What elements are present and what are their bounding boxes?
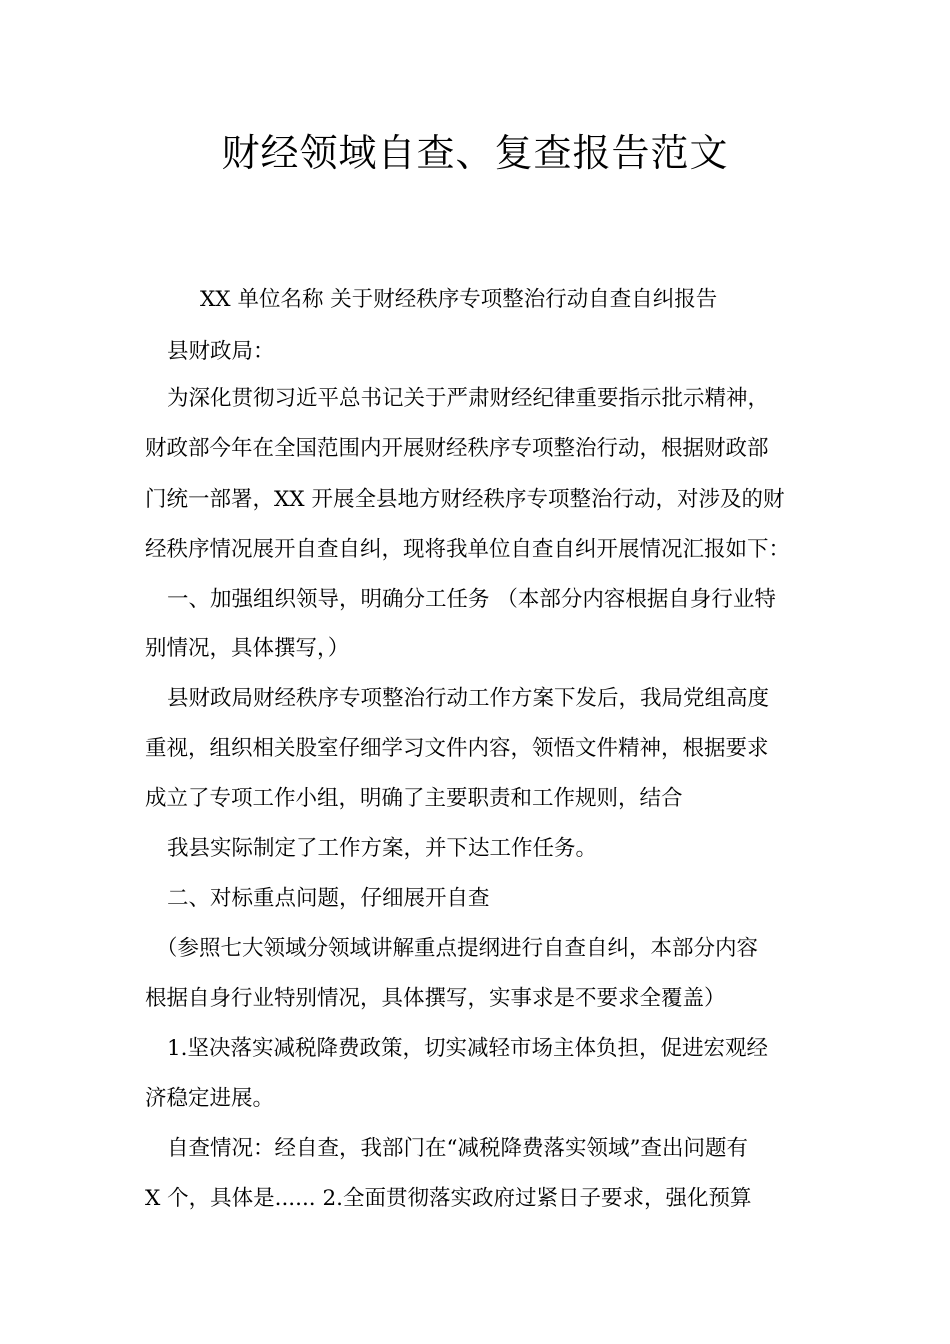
paragraph-line: 我县实际制定了工作方案，并下达工作任务。 [167,836,598,861]
paragraph-line: 为深化贯彻习近平总书记关于严肃财经纪律重要指示批示精神， [167,386,770,411]
paragraph-line: 财政部今年在全国范围内开展财经秩序专项整治行动，根据财政部 [145,436,769,461]
section-heading-two: 二、对标重点问题，仔细展开自查 [167,886,490,911]
numbered-item-one: 1.坚决落实减税降费政策，切实减轻市场主体负担，促进宏观经 [167,1036,769,1061]
addressee: 县财政局： [167,339,275,364]
paragraph-line: 县财政局财经秩序专项整治行动工作方案下发后，我局党组高度 [167,686,770,711]
paragraph-line: 门统一部署，XX 开展全县地方财经秩序专项整治行动，对涉及的财 [145,487,785,512]
document-title: 财经领域自查、复查报告范文 [221,131,729,175]
paragraph-line: 根据自身行业特别情况，具体撰写，实事求是不要求全覆盖） [145,986,726,1011]
paragraph-line: 济稳定进展。 [145,1086,275,1111]
paragraph-line: （参照七大领域分领域讲解重点提纲进行自查自纠，本部分内容 [156,936,759,961]
paragraph-line: 重视，组织相关股室仔细学习文件内容，领悟文件精神，根据要求 [145,736,769,761]
paragraph-line: 经秩序情况展开自查自纠，现将我单位自查自纠开展情况汇报如下： [145,537,791,562]
paragraph-line: X 个，具体是...... 2.全面贯彻落实政府过紧日子要求，强化预算 [145,1186,752,1211]
paragraph-line: 自查情况：经自查，我部门在“减税降费落实领域”查出问题有 [167,1136,748,1161]
section-heading-one: 一、加强组织领导，明确分工任务 （本部分内容根据自身行业特 [167,587,776,612]
report-heading: XX 单位名称 关于财经秩序专项整治行动自查自纠报告 [200,287,718,312]
paragraph-line: 别情况，具体撰写，） [145,636,350,661]
paragraph-line: 成立了专项工作小组，明确了主要职责和工作规则，结合 [145,786,683,811]
